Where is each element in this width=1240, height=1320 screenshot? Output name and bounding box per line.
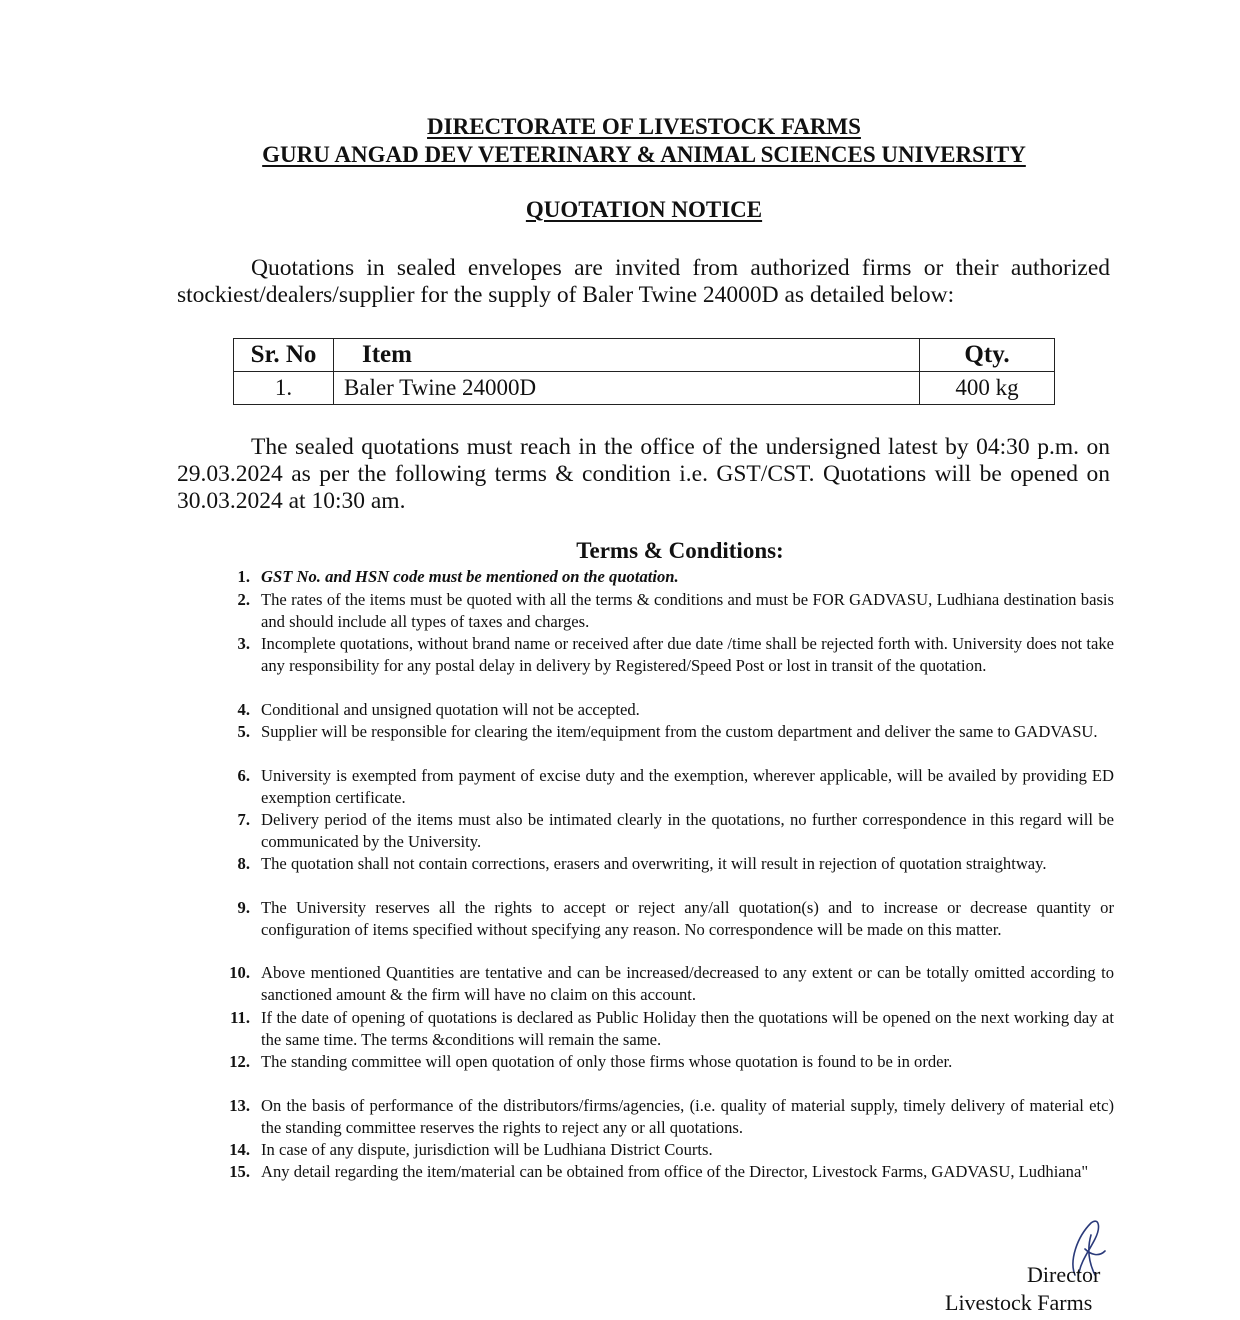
term-item bbox=[222, 1007, 1114, 1050]
cell-item: Baler Twine 24000D bbox=[334, 372, 920, 405]
term-item bbox=[222, 1051, 1114, 1073]
intro-paragraph: Quotations in sealed envelopes are invited from authorized firms or their authorized stockiest/dealers/supplier for the supply of Baler Twine 24000D as detailed below: bbox=[177, 255, 1110, 308]
term-number: 9. bbox=[237, 898, 250, 917]
term-item bbox=[222, 699, 1114, 721]
term-text: Conditional and unsigned quotation will not be accepted. bbox=[261, 700, 640, 719]
term-text: Delivery period of the items must also be intimated clearly in the quotations, no further correspondence in this regard will be communicated by the University. bbox=[261, 810, 1114, 851]
term-number: 4. bbox=[237, 700, 250, 719]
term-item bbox=[222, 765, 1114, 808]
term-number: 7. bbox=[237, 810, 250, 829]
term-item bbox=[222, 1095, 1114, 1138]
organization-heading: DIRECTORATE OF LIVESTOCK FARMS bbox=[427, 114, 861, 139]
term-number: 12. bbox=[229, 1052, 250, 1071]
table-row bbox=[234, 372, 1055, 405]
term-text: Any detail regarding the item/material can be obtained from office of the Director, Livestock Farms, GADVASU, Ludhiana" bbox=[261, 1162, 1089, 1181]
term-number: 1. bbox=[237, 567, 250, 586]
notice-title: QUOTATION NOTICE bbox=[525, 197, 763, 222]
table-header-row bbox=[234, 339, 1055, 372]
term-number: 6. bbox=[237, 766, 250, 785]
term-number: 5. bbox=[237, 722, 250, 741]
term-item bbox=[222, 633, 1114, 676]
term-text: Supplier will be responsible for clearing the item/equipment from the custom department and deliver the same to GADVASU. bbox=[261, 722, 1098, 741]
header-item: Item bbox=[334, 339, 920, 372]
term-text: The University reserves all the rights to accept or reject any/all quotation(s) and to increase or decrease quantity or configuration of items specified without specifying any reason. No correspondence will be made on this matter. bbox=[261, 898, 1114, 939]
term-item bbox=[222, 962, 1114, 1005]
term-number: 3. bbox=[237, 634, 250, 653]
term-item bbox=[222, 1161, 1114, 1183]
cell-qty: 400 kg bbox=[920, 372, 1055, 405]
term-text: In case of any dispute, jurisdiction will be Ludhiana District Courts. bbox=[261, 1140, 713, 1159]
term-number: 11. bbox=[230, 1008, 250, 1027]
term-text: University is exempted from payment of excise duty and the exemption, wherever applicable, will be availed by providing ED exemption certificate. bbox=[261, 766, 1114, 807]
term-number: 15. bbox=[229, 1162, 250, 1181]
term-number: 14. bbox=[229, 1140, 250, 1159]
term-item bbox=[222, 566, 1114, 588]
signatory-title: Director bbox=[1027, 1262, 1101, 1287]
university-heading: GURU ANGAD DEV VETERINARY & ANIMAL SCIENCES UNIVERSITY bbox=[262, 142, 1026, 167]
signatory-office: Livestock Farms bbox=[945, 1290, 1093, 1315]
term-text: GST No. and HSN code must be mentioned on the quotation. bbox=[261, 567, 679, 586]
items-table bbox=[233, 338, 1055, 405]
term-item bbox=[222, 721, 1114, 743]
term-text: The standing committee will open quotation of only those firms whose quotation is found to be in order. bbox=[261, 1052, 953, 1071]
term-number: 10. bbox=[229, 963, 250, 982]
cell-sr-no: 1. bbox=[234, 372, 334, 405]
term-item bbox=[222, 589, 1114, 632]
term-text: Above mentioned Quantities are tentative and can be increased/decreased to any extent or can be totally omitted according to sanctioned amount & the firm will have no claim on this account. bbox=[261, 963, 1114, 1004]
term-text: The rates of the items must be quoted with all the terms & conditions and must be FOR GADVASU, Ludhiana destination basis and should include all types of taxes and charges. bbox=[261, 590, 1114, 631]
term-text: If the date of opening of quotations is declared as Public Holiday then the quotations will be opened on the next working day at the same time. The terms &conditions will remain the same. bbox=[261, 1008, 1114, 1049]
term-text: Incomplete quotations, without brand name or received after due date /time shall be rejected forth with. University does not take any responsibility for any postal delay in delivery by Registered/Speed Post or lost in transit of the quotation. bbox=[261, 634, 1114, 675]
deadline-paragraph: The sealed quotations must reach in the office of the undersigned latest by 04:30 p.m. on 29.03.2024 as per the following terms & condition i.e. GST/CST. Quotations will be opened on 30.03.2024 at 10:30 am. bbox=[177, 434, 1110, 514]
term-item bbox=[222, 897, 1114, 940]
header-sr-no: Sr. No bbox=[234, 339, 334, 372]
term-text: On the basis of performance of the distributors/firms/agencies, (i.e. quality of material supply, timely delivery of material etc) the standing committee reserves the rights to reject any or all quotations. bbox=[261, 1096, 1114, 1137]
term-number: 2. bbox=[237, 590, 250, 609]
term-number: 13. bbox=[229, 1096, 250, 1115]
term-item bbox=[222, 853, 1114, 875]
term-item bbox=[222, 1139, 1114, 1161]
terms-title: Terms & Conditions: bbox=[576, 538, 784, 563]
term-item bbox=[222, 809, 1114, 852]
header-qty: Qty. bbox=[920, 339, 1055, 372]
term-text: The quotation shall not contain corrections, erasers and overwriting, it will result in rejection of quotation straightway. bbox=[261, 854, 1047, 873]
term-number: 8. bbox=[237, 854, 250, 873]
